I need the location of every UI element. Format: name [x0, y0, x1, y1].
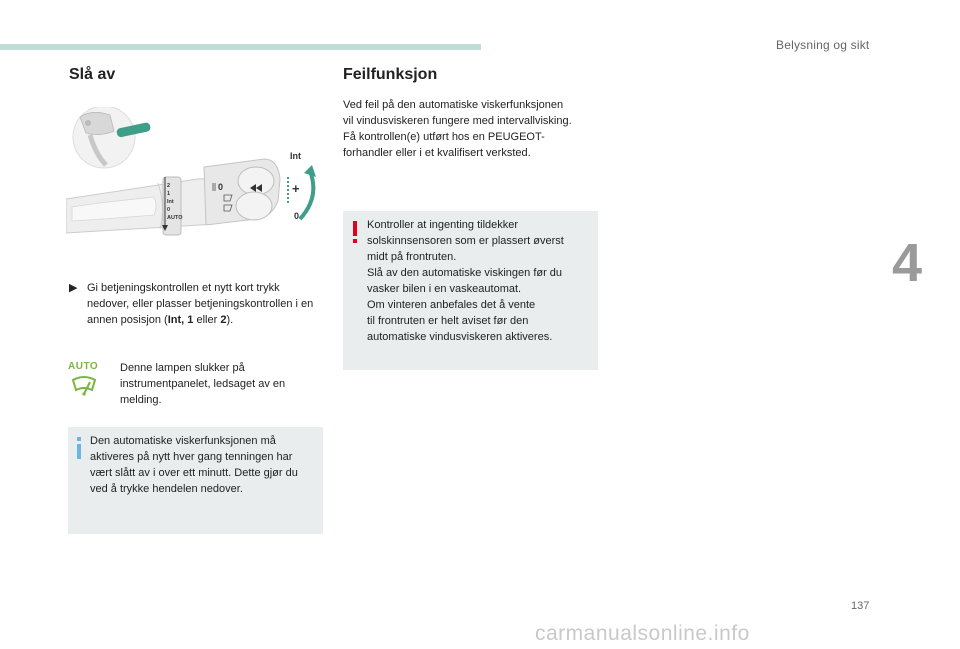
- section-title-feilfunksjon: Feilfunksjon: [343, 66, 438, 83]
- plus-sign: +: [292, 181, 300, 196]
- position-label: 2: [167, 183, 171, 189]
- head-zero-label: 0: [218, 182, 224, 192]
- section-title-sla-av: Slå av: [69, 66, 116, 83]
- warning-box: [343, 211, 598, 370]
- lamp-description: Denne lampen slukker på instrumentpanelet, ledsaget av en melding.: [120, 362, 286, 406]
- position-label: Int: [167, 199, 174, 205]
- running-header: Belysning og sikt: [776, 38, 870, 52]
- rotate-arrow-icon: [300, 171, 313, 219]
- position-label: 0: [167, 207, 171, 213]
- position-label: 1: [167, 191, 171, 197]
- warning-icon: [351, 221, 359, 243]
- malfunction-text: Ved feil på den automatiske viskerfunksjonen vil vindusviskeren fungere med intervallvisking. Få kontrollen(e) utført hos en PEUGEOT- forhandler eller i et kvalifisert verksted.: [343, 99, 572, 159]
- wiper-stalk: [66, 159, 280, 235]
- info-box: [68, 427, 323, 534]
- chapter-number: 4: [892, 233, 923, 293]
- auto-lamp-label: AUTO: [68, 361, 99, 372]
- position-label: AUTO: [167, 215, 183, 221]
- instruction-text: Gi betjeningskontrollen et nytt kort trykk nedover, eller plasser betjeningskontrollen i en annen posisjon (Int, 1 eller 2).: [87, 282, 314, 326]
- auto-wiper-icon: [70, 374, 98, 398]
- instruction-bullet: [69, 280, 324, 328]
- header-color-bar: [0, 44, 481, 50]
- warning-text: Kontroller at ingenting tildekker solskinnsensoren som er plassert øverst midt på frontruten. Slå av den automatiske viskingen før du vasker bilen i en vaskeautomat. Om vinteren anbefales det å vente til frontruten er helt aviset før den automatiske vindusviskeren aktiveres.: [367, 219, 564, 343]
- zero-label: 0: [294, 211, 300, 221]
- bullet-marker-icon: ▶: [69, 282, 78, 294]
- info-text: Den automatiske viskerfunksjonen må aktiveres på nytt hver gang tenningen har vært slått av i over ett minutt. Dette gjør du ved å trykke hendelen nedover.: [90, 435, 298, 495]
- int-label: Int: [290, 151, 301, 161]
- wiper-stalk-illustration: [66, 107, 318, 240]
- page-number: 137: [851, 600, 870, 612]
- info-icon: [74, 437, 84, 459]
- steering-wheel-inset-icon: [73, 107, 151, 168]
- watermark[interactable]: carmanualsonline.info: [535, 622, 750, 645]
